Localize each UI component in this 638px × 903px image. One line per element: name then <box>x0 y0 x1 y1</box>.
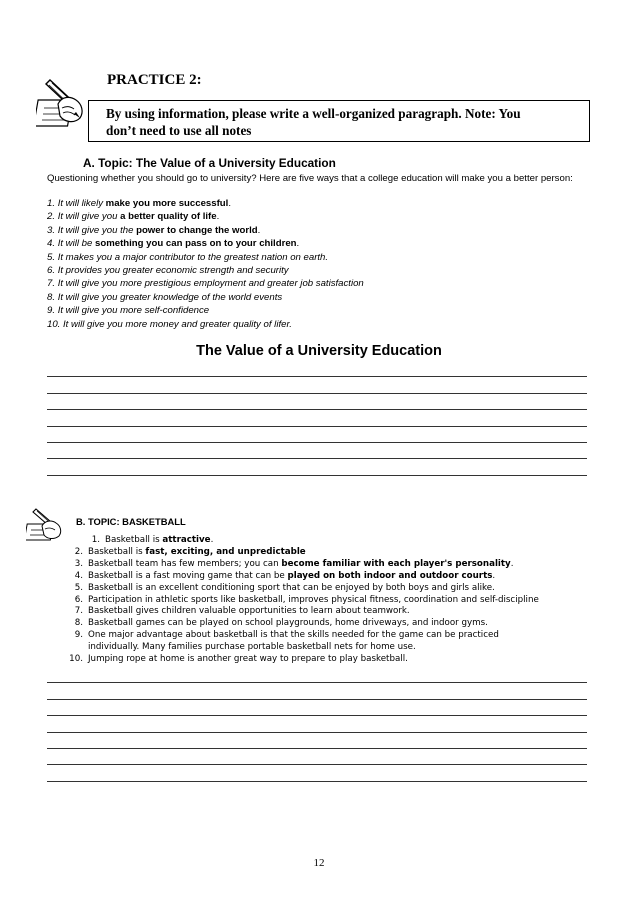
list-item: 7. It will give you more prestigious employment and greater job satisfaction <box>47 278 364 290</box>
page-number: 12 <box>313 857 325 869</box>
list-item: 1. Basketball is attractive. <box>91 535 214 545</box>
writing-line <box>47 394 587 410</box>
list-item: 10. Jumping rope at home is another great way to prepare to play basketball. <box>69 654 408 665</box>
essay-title: The Value of a University Education <box>196 343 442 359</box>
instruction-line-2: don’t need to use all notes <box>106 122 252 138</box>
list-item: 5. Basketball is an excellent conditioning sport that can be enjoyed by both boys and girls alike. <box>74 582 495 593</box>
list-item: 6. It provides you greater economic strength and security <box>47 264 289 276</box>
list-item: 3. It will give you the power to change the world. <box>47 224 261 236</box>
writing-line <box>47 716 587 732</box>
writing-line <box>47 733 587 749</box>
writing-line <box>47 700 587 716</box>
writing-line <box>47 443 587 459</box>
writing-lines-a <box>47 361 587 476</box>
instruction-text <box>106 106 582 139</box>
list-item: 9. It will give you more self-confidence <box>47 305 210 317</box>
topic-a-intro: Questioning whether you should go to university? Here are five ways that a college education will make you a better person: <box>47 173 573 184</box>
list-item: 7. Basketball gives children valuable opportunities to learn about teamwork. <box>74 606 410 617</box>
instruction-line-1: By using information, please write a well-organized paragraph. Note: You <box>106 106 521 121</box>
writing-line <box>47 377 587 393</box>
list-item: 9. One major advantage about basketball is that the skills needed for the game can be practiced individually. Many families purchase portable basketball nets for home use. <box>74 630 499 653</box>
writing-line <box>47 410 587 426</box>
writing-line <box>47 459 587 475</box>
topic-b-list <box>64 535 539 666</box>
writing-line <box>47 749 587 765</box>
writing-lines-b <box>47 667 587 782</box>
list-item: 2. It will give you a better quality of life. <box>47 211 220 223</box>
list-item: 8. Basketball games can be played on school playgrounds, home driveways, and indoor gyms. <box>74 618 488 629</box>
list-item: 4. Basketball is a fast moving game that can be played on both indoor and outdoor courts. <box>74 570 496 581</box>
writing-line <box>47 667 587 683</box>
topic-a-heading: A. Topic: The Value of a University Education <box>83 156 336 170</box>
writing-line <box>47 683 587 699</box>
list-item: 1. It will likely make you more successful. <box>47 198 231 209</box>
writing-line <box>47 765 587 781</box>
list-item: 3. Basketball team has few members; you can become familiar with each player's personality. <box>74 558 514 569</box>
practice-title: PRACTICE 2: <box>107 72 202 88</box>
list-item: 2. Basketball is fast, exciting, and unpredictable <box>74 546 306 557</box>
writing-line <box>47 361 587 377</box>
topic-a-list <box>47 197 364 331</box>
list-item: 8. It will give you greater knowledge of the world events <box>47 291 283 303</box>
list-item: 6. Participation in athletic sports like basketball, improves physical fitness, coordination and self-discipline <box>74 594 539 605</box>
writing-hand-icon <box>36 78 92 136</box>
topic-b-heading: B. TOPIC: BASKETBALL <box>76 516 186 527</box>
list-item: 4. It will be something you can pass on to your children. <box>47 238 300 250</box>
writing-line <box>47 427 587 443</box>
list-item: 10. It will give you more money and greater quality of lifer. <box>47 318 292 330</box>
list-item: 5. It makes you a major contributor to the greatest nation on earth. <box>47 251 329 263</box>
